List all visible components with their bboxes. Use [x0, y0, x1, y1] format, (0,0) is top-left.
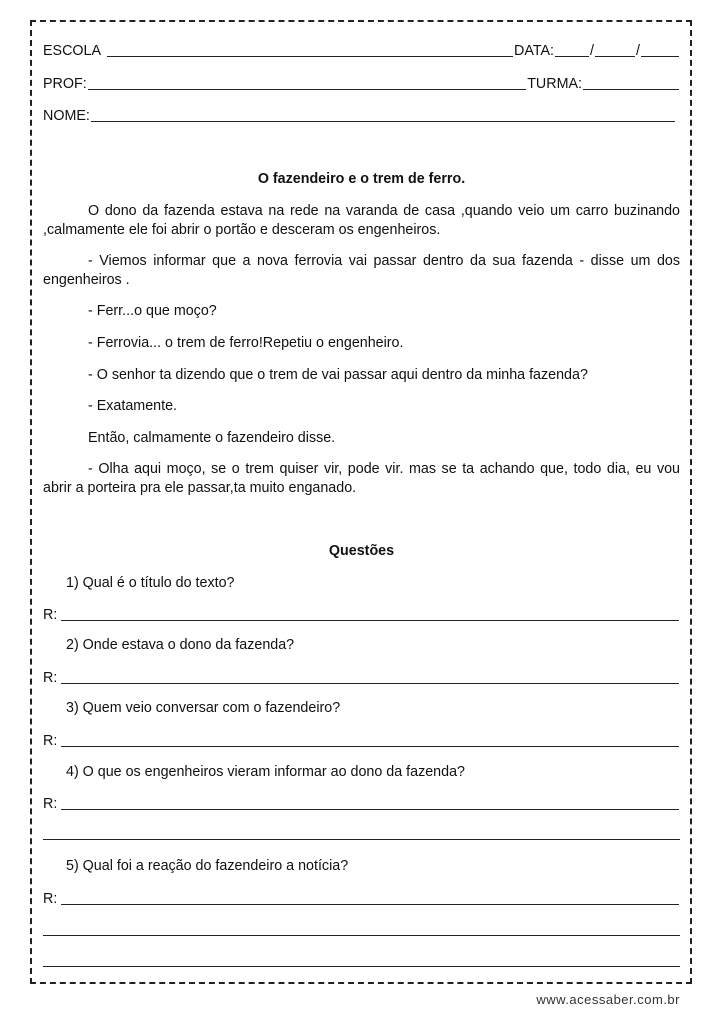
- answer-label: R:: [43, 796, 58, 812]
- story-paragraph-5: - O senhor ta dizendo que o trem de vai passar aqui dentro da minha fazenda?: [88, 367, 588, 383]
- date-separator-1: /: [590, 43, 595, 59]
- answer-row-4: [43, 795, 680, 813]
- answer-label: R:: [43, 891, 58, 907]
- class-field[interactable]: [583, 75, 679, 90]
- answer-field-5-extra-1[interactable]: [43, 935, 680, 936]
- teacher-label: PROF:: [43, 76, 87, 92]
- name-row: [43, 107, 676, 125]
- story-paragraph-4: - Ferrovia... o trem de ferro!Repetiu o engenheiro.: [88, 335, 404, 351]
- answer-field-1[interactable]: [61, 606, 679, 621]
- answer-row-3: [43, 732, 680, 750]
- questions-heading: Questões: [328, 543, 395, 559]
- answer-field-5-extra-2[interactable]: [43, 966, 680, 967]
- question-4: 4) O que os engenheiros vieram informar ao dono da fazenda?: [66, 764, 465, 780]
- question-5: 5) Qual foi a reação do fazendeiro a notícia?: [66, 858, 349, 874]
- answer-label: R:: [43, 733, 58, 749]
- story-paragraph-6: - Exatamente.: [88, 398, 177, 414]
- date-label: DATA:: [514, 43, 555, 59]
- date-day-field[interactable]: [555, 42, 589, 57]
- date-year-field[interactable]: [641, 42, 679, 57]
- answer-row-5: [43, 890, 680, 908]
- question-3: 3) Quem veio conversar com o fazendeiro?: [66, 700, 341, 716]
- class-label: TURMA:: [527, 76, 582, 92]
- footer-site: www.acessaber.com.br: [536, 992, 680, 1007]
- school-date-row: [43, 42, 680, 60]
- story-paragraph-2: - Viemos informar que a nova ferrovia vai passar dentro da sua fazenda - disse um dos engenheiros .: [43, 253, 680, 288]
- answer-label: R:: [43, 670, 58, 686]
- school-label: ESCOLA: [43, 43, 102, 59]
- story-paragraph-7: Então, calmamente o fazendeiro disse.: [88, 430, 336, 446]
- story-paragraph-8: - Olha aqui moço, se o trem quiser vir, pode vir. mas se ta achando que, todo dia, eu vou abrir a porteira pra ele passar,ta muito enganado.: [43, 461, 680, 496]
- teacher-field[interactable]: [88, 75, 527, 90]
- date-month-field[interactable]: [595, 42, 635, 57]
- name-field[interactable]: [91, 107, 675, 122]
- answer-field-3[interactable]: [61, 732, 679, 747]
- answer-field-2[interactable]: [61, 669, 679, 684]
- answer-field-5[interactable]: [61, 890, 679, 905]
- answer-field-4[interactable]: [61, 795, 679, 810]
- question-1: 1) Qual é o título do texto?: [66, 575, 235, 591]
- story-paragraph-1: O dono da fazenda estava na rede na varanda de casa ,quando veio um carro buzinando ,calmamente ele foi abrir o portão e desceram os engenheiros.: [43, 203, 680, 238]
- answer-row-2: [43, 669, 680, 687]
- answer-label: R:: [43, 607, 58, 623]
- story-paragraph-3: - Ferr...o que moço?: [88, 303, 217, 319]
- story-title: O fazendeiro e o trem de ferro.: [257, 171, 466, 187]
- teacher-class-row: [43, 75, 680, 93]
- school-field[interactable]: [107, 42, 513, 57]
- answer-row-1: [43, 606, 680, 624]
- name-label: NOME:: [43, 108, 90, 124]
- date-separator-2: /: [636, 43, 640, 59]
- answer-field-4-extra[interactable]: [43, 839, 680, 840]
- question-2: 2) Onde estava o dono da fazenda?: [66, 637, 295, 653]
